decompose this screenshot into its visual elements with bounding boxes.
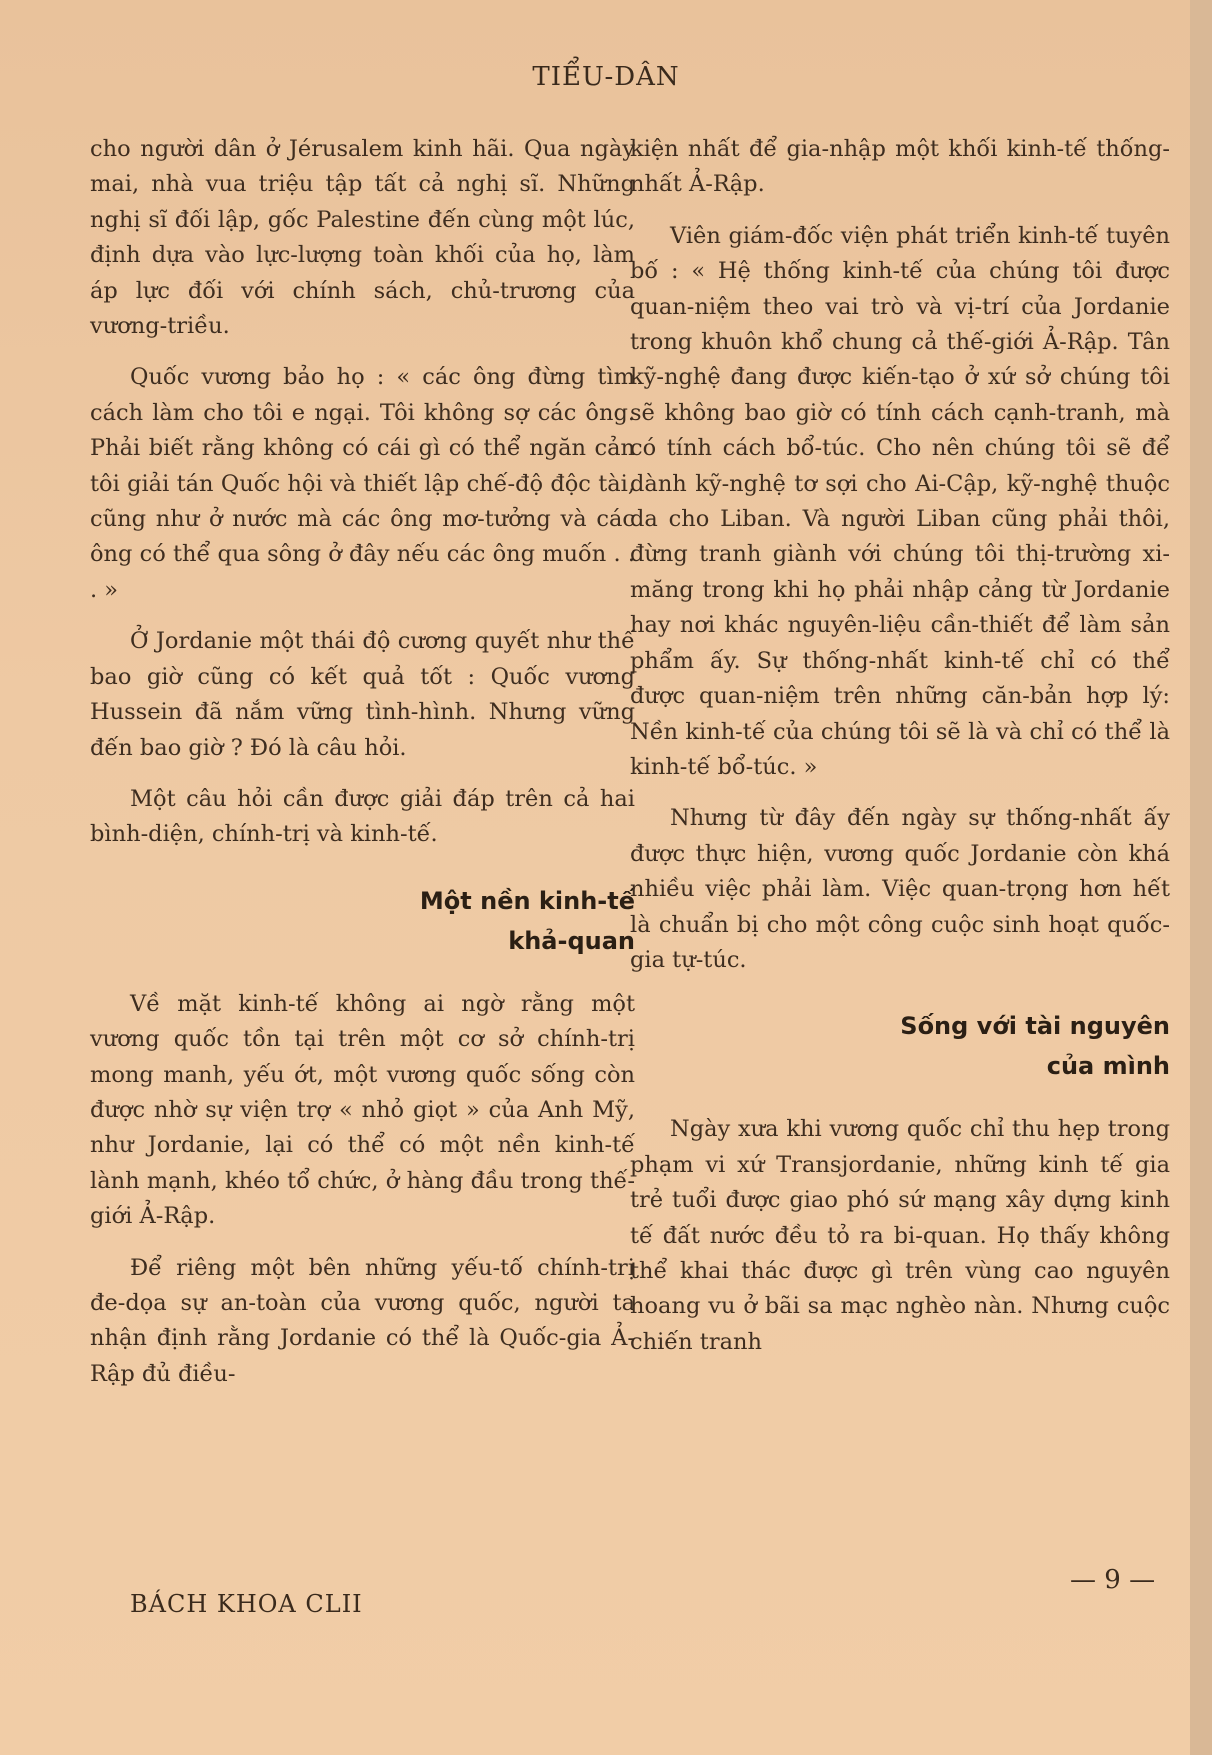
paragraph: Để riêng một bên những yếu-tố chính-trị đe-dọa sự an-toàn của vương quốc, người ta nhận định rằng Jordanie có thể là Quốc-gia Ả-Rập đủ điều- [90,1254,635,1387]
paragraph: cho người dân ở Jérusalem kinh hãi. Qua ngày mai, nhà vua triệu tập tất cả nghị sĩ. Những nghị sĩ đối lập, gốc Palestine đến cùng một lúc, định dựa vào lực-lượng toàn khối của họ, làm áp lực đối với chính sách, chủ-trương của vương-triều. [90,136,635,340]
publication-footer: BÁCH KHOA CLII [130,1590,363,1618]
page-edge [1190,0,1212,1755]
section-heading-line: Sống với tài nguyên [900,1012,1170,1041]
paragraph: Quốc vương bảo họ : « các ông đừng tìm cách làm cho tôi e ngại. Tôi không sợ các ông. Phải biết rằng không có cái gì có thể ngăn cản tôi giải tán Quốc hội và thiết lập chế-độ độc tài, cũng như ở nước mà các ông mơ-tưởng và các ông có thể qua sông ở đây nếu các ông muốn . . . » [90,364,635,603]
paragraph: Một câu hỏi cần được giải đáp trên cả hai bình-diện, chính-trị và kinh-tế. [90,785,635,848]
running-header: TIỂU-DÂN [532,62,680,92]
left-column [90,132,635,1408]
section-heading-line: của mình [1046,1052,1170,1081]
page-number: — 9 — [1070,1565,1156,1595]
paragraph: Nhưng từ đây đến ngày sự thống-nhất ấy được thực hiện, vương quốc Jordanie còn khá nhiều việc phải làm. Việc quan-trọng hơn hết là chuẩn bị cho một công cuộc sinh hoạt quốc-gia tự-túc. [630,805,1170,973]
section-heading-line: Một nền kinh-tế [419,886,635,915]
section-heading-line: khả-quan [508,926,635,955]
paragraph: Về mặt kinh-tế không ai ngờ rằng một vương quốc tồn tại trên một cơ sở chính-trị mong manh, yếu ớt, một vương quốc sống còn được nhờ sự viện trợ « nhỏ giọt » của Anh Mỹ, như Jordanie, lại có thể có một nền kinh-tế lành mạnh, khéo tổ chức, ở hàng đầu trong thế-giới Ả-Rập. [90,990,635,1230]
section-heading [630,1006,1170,1086]
section-heading [90,881,635,961]
paragraph: kiện nhất để gia-nhập một khối kinh-tế thống-nhất Ả-Rập. [630,136,1170,198]
paragraph: Viên giám-đốc viện phát triển kinh-tế tuyên bố : « Hệ thống kinh-tế của chúng tôi được quan-niệm theo vai trò và vị-trí của Jordanie trong khuôn khổ chung cả thế-giới Ả-Rập. Tân kỹ-nghệ đang được kiến-tạo ở xứ sở chúng tôi sẽ không bao giờ có tính cách cạnh-tranh, mà có tính cách bổ-túc. Cho nên chúng tôi sẽ để dành kỹ-nghệ tơ sợi cho Ai-Cập, kỹ-nghệ thuộc da cho Liban. Và người Liban cũng phải thôi, đừng tranh giành với chúng tôi thị-trường xi-măng trong khi họ phải nhập cảng từ Jordanie hay nơi khác nguyên-liệu cần-thiết để làm sản phẩm ấy. Sự thống-nhất kinh-tế chỉ có thể được quan-niệm trên những căn-bản hợp lý: Nền kinh-tế của chúng tôi sẽ là và chỉ có thể là kinh-tế bổ-túc. » [630,222,1170,780]
paragraph: Ở Jordanie một thái độ cương quyết như thế bao giờ cũng có kết quả tốt : Quốc vương Hussein đã nắm vững tình-hình. Nhưng vững đến bao giờ ? Đó là câu hỏi. [90,628,635,761]
right-column [630,132,1170,1376]
paragraph: Ngày xưa khi vương quốc chỉ thu hẹp trong phạm vi xứ Transjordanie, những kinh tế gia trẻ tuổi được giao phó sứ mạng xây dựng kinh tế đất nước đều tỏ ra bi-quan. Họ thấy không thể khai thác được gì trên vùng cao nguyên hoang vu ở bãi sa mạc nghèo nàn. Nhưng cuộc chiến tranh [630,1116,1170,1355]
